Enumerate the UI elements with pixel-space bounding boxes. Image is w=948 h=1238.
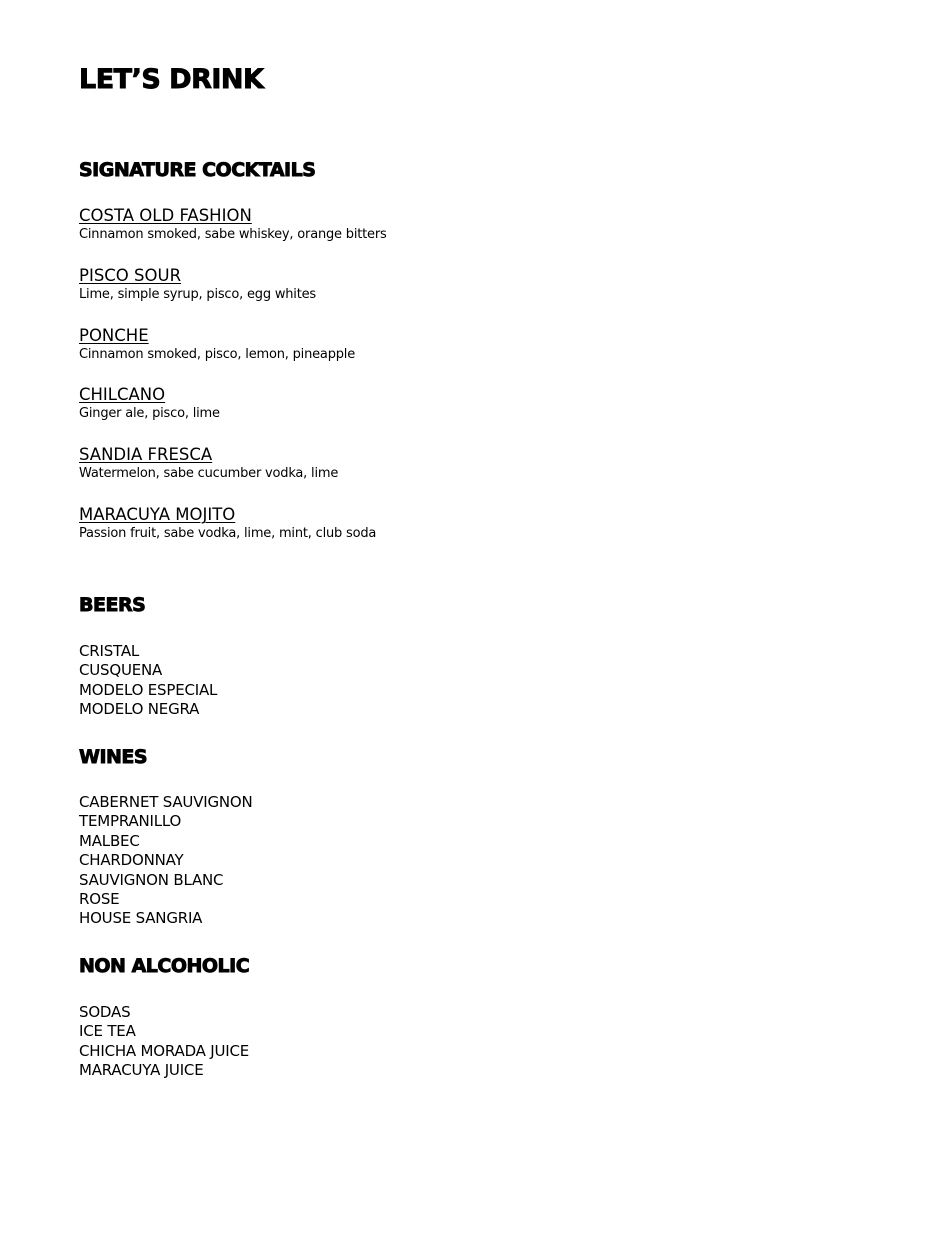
cocktail-description: Lime, simple syrup, pisco, egg whites bbox=[79, 287, 316, 302]
list-item: CABERNET SAUVIGNON bbox=[79, 793, 253, 811]
cocktail-item bbox=[79, 385, 220, 423]
non-alcoholic-list bbox=[79, 1003, 249, 1081]
list-item: TEMPRANILLO bbox=[79, 812, 182, 831]
wines-heading: WINES bbox=[79, 746, 148, 768]
list-item: HOUSE SANGRIA bbox=[79, 909, 203, 928]
cocktail-item bbox=[79, 266, 316, 304]
cocktail-item bbox=[79, 445, 338, 483]
list-item: CRISTAL bbox=[79, 642, 140, 660]
cocktail-description: Ginger ale, pisco, lime bbox=[79, 406, 220, 421]
cocktail-description: Passion fruit, sabe vodka, lime, mint, club soda bbox=[79, 526, 377, 541]
list-item: SODAS bbox=[79, 1003, 131, 1021]
cocktail-name: COSTA OLD FASHION bbox=[79, 206, 252, 225]
list-item: CUSQUENA bbox=[79, 661, 163, 680]
cocktail-name: PISCO SOUR bbox=[79, 266, 182, 285]
list-item: MODELO NEGRA bbox=[79, 700, 200, 719]
beers-heading: BEERS bbox=[79, 594, 146, 616]
list-item: CHARDONNAY bbox=[79, 851, 184, 870]
cocktail-name: PONCHE bbox=[79, 326, 149, 345]
cocktail-name: SANDIA FRESCA bbox=[79, 445, 213, 464]
page-title: LET’S DRINK bbox=[79, 64, 264, 95]
list-item: SAUVIGNON BLANC bbox=[79, 870, 224, 889]
cocktail-item bbox=[79, 326, 355, 364]
cocktail-item bbox=[79, 206, 387, 244]
list-item: MARACUYA JUICE bbox=[79, 1061, 204, 1080]
wines-list bbox=[79, 793, 253, 929]
cocktail-description: Cinnamon smoked, pisco, lemon, pineapple bbox=[79, 347, 356, 362]
cocktail-description: Watermelon, sabe cucumber vodka, lime bbox=[79, 466, 339, 481]
cocktail-name: CHILCANO bbox=[79, 385, 166, 404]
list-item: MALBEC bbox=[79, 831, 140, 850]
list-item: CHICHA MORADA JUICE bbox=[79, 1041, 250, 1060]
cocktail-name: MARACUYA MOJITO bbox=[79, 505, 236, 524]
signature-cocktails-heading: SIGNATURE COCKTAILS bbox=[79, 159, 316, 181]
cocktail-description: Cinnamon smoked, sabe whiskey, orange bitters bbox=[79, 227, 387, 242]
list-item: ICE TEA bbox=[79, 1022, 136, 1041]
beers-list bbox=[79, 642, 217, 720]
non-alcoholic-heading: NON ALCOHOLIC bbox=[79, 955, 250, 977]
cocktail-item bbox=[79, 505, 376, 543]
list-item: ROSE bbox=[79, 890, 120, 909]
list-item: MODELO ESPECIAL bbox=[79, 680, 218, 699]
